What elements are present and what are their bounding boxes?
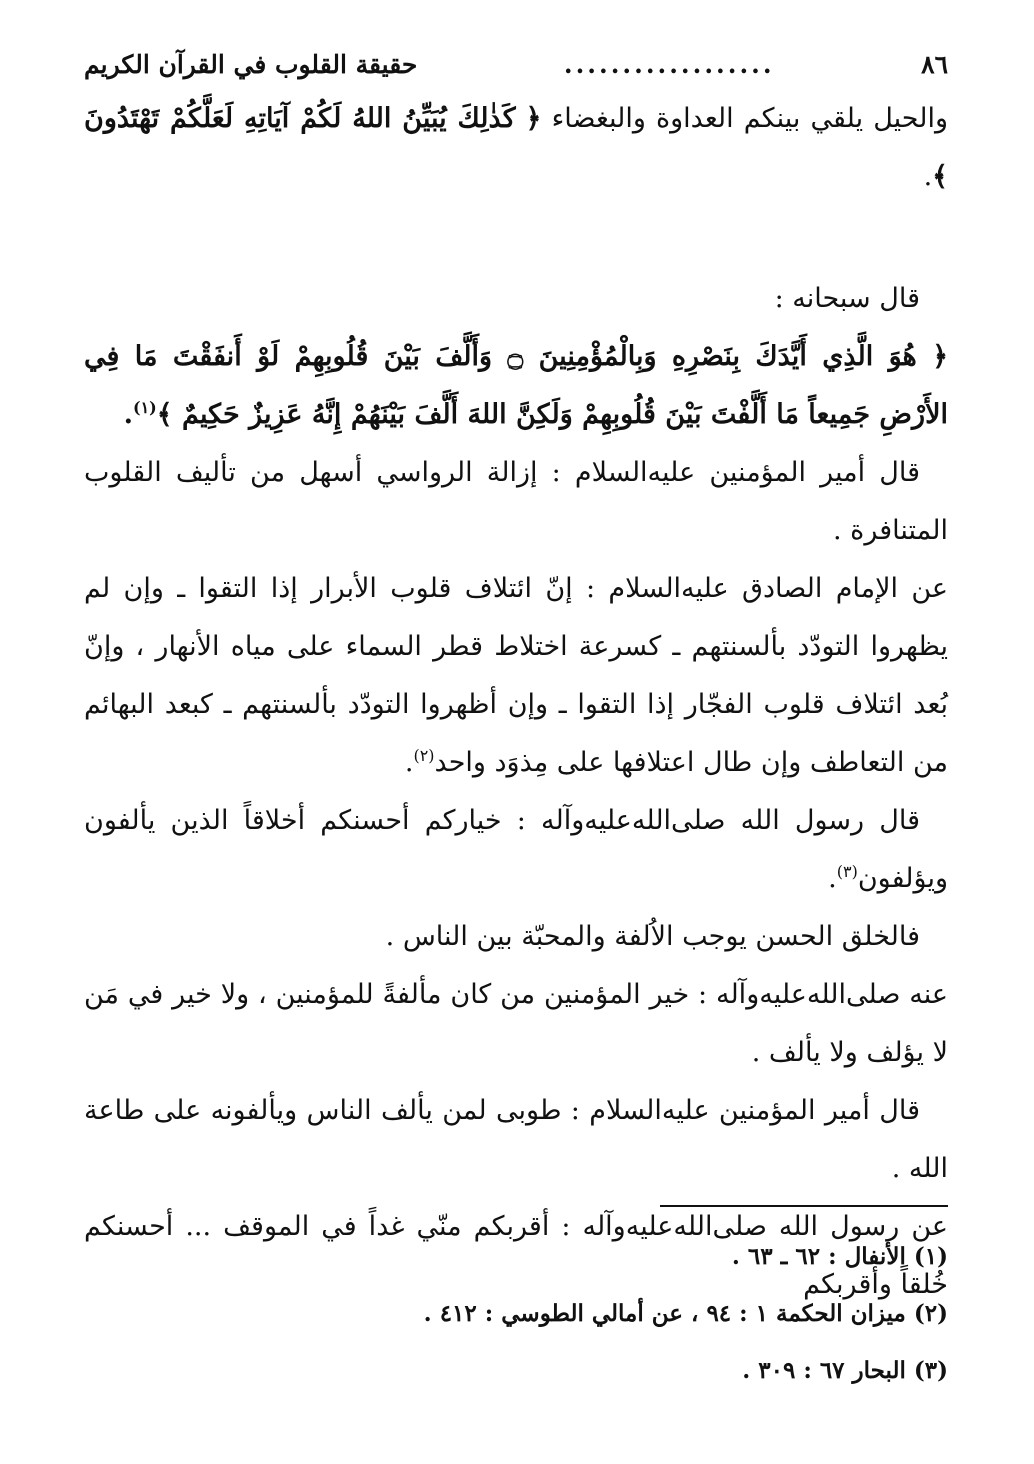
paragraph-1 [84, 90, 948, 206]
paragraph-5-end: . [404, 747, 414, 778]
paragraph-3-end: . [123, 399, 133, 430]
paragraph-10: عن رسول الله صلى‌الله‌عليه‌وآله : أقربكم منّي غداً في الموقف ... أحسنكم خُلقاً وأقربكم [84, 1211, 948, 1300]
paragraph-9: قال أمير المؤمنين عليه‌السلام : طوبى لمن يألف الناس ويألفونه على طاعة الله . [84, 1095, 948, 1184]
footnote-separator [660, 1205, 948, 1207]
page-number: ٨٦ [921, 50, 948, 79]
paragraph-6 [84, 792, 948, 908]
paragraph-7: فالخلق الحسن يوجب الاُلفة والمحبّة بين الناس . [385, 921, 920, 952]
quran-bracket-open: ﴿ [932, 341, 949, 372]
paragraph-6-text: قال رسول الله صلى‌الله‌عليه‌وآله : خياركم أحسنكم أخلاقاً الذين يألفون ويؤلفون [84, 805, 948, 894]
footnote-2: (٢) ميزان الحكمة ١ : ٩٤ ، عن أمالي الطوسي : ٤١٢ . [423, 1300, 948, 1327]
footnote-3: (٣) البحار ٦٧ : ٣٠٩ . [742, 1357, 948, 1384]
quran-verse-2: هُوَ الَّذِي أَيَّدَكَ بِنَصْرِهِ وَبِالْمُؤْمِنِينَ ۝ وَأَلَّفَ بَيْنَ قُلُوبِهِمْ لَوْ أَنفَقْتَ مَا فِي الأَرْضِ جَمِيعاً مَا أَلَّفْتَ بَيْنَ قُلُوبِهِمْ وَلَكِنَّ اللهَ أَلَّفَ بَيْنَهُمْ إِنَّهُ عَزِيزٌ حَكِيمٌ [84, 341, 948, 430]
footnote-ref-2: (٢) [413, 746, 435, 765]
footnotes [84, 1228, 948, 1399]
paragraph-5-text: عن الإمام الصادق عليه‌السلام : إنّ ائتلاف قلوب الأبرار إذا التقوا ـ وإن لم يظهروا التودّد بألسنتهم ـ كسرعة اختلاط قطر السماء على مياه الأنهار ، وإنّ بُعد ائتلاف قلوب الفجّار إذا التقوا ـ وإن أظهروا التودّد بألسنتهم ـ كبعد البهائم من التعاطف وإن طال اعتلافها على مِذوَد واحد [84, 573, 948, 778]
paragraph-2: قال سبحانه : [774, 283, 920, 314]
paragraph-4: قال أمير المؤمنين عليه‌السلام : إزالة الرواسي أسهل من تأليف القلوب المتنافرة . [84, 457, 948, 546]
paragraph-8: عنه صلى‌الله‌عليه‌وآله : خير المؤمنين من كان مألفةً للمؤمنين ، ولا خير في مَن لا يؤلف ولا يألف . [84, 979, 948, 1068]
quran-bracket-open: ﴿ [525, 103, 542, 134]
quran-bracket-close: ﴾ [932, 161, 948, 192]
page-content [84, 40, 948, 1314]
quran-bracket-close: ﴾ [156, 399, 173, 430]
paragraph-gap [84, 206, 948, 270]
paragraph-1-text: والحيل يلقي بينكم العداوة والبغضاء [551, 103, 948, 134]
paragraph-5 [84, 560, 948, 792]
running-header [84, 40, 948, 90]
paragraph-1-end: . [923, 161, 933, 192]
paragraph-6-end: . [828, 863, 837, 894]
footnote-ref-3: (٣) [836, 862, 858, 881]
footnote-ref-1: (١) [133, 398, 157, 417]
quran-verse-1: كَذٰلِكَ يُبَيِّنُ اللهُ لَكُمْ آيَاتِهِ لَعَلَّكُمْ تَهْتَدُونَ [84, 103, 516, 134]
paragraph-3-quran [84, 328, 948, 444]
header-leader-dots: .................. [563, 50, 775, 79]
running-title: حقيقة القلوب في القرآن الكريم [84, 50, 418, 79]
footnote-1: (١) الأنفال : ٦٢ ـ ٦٣ . [731, 1243, 948, 1270]
